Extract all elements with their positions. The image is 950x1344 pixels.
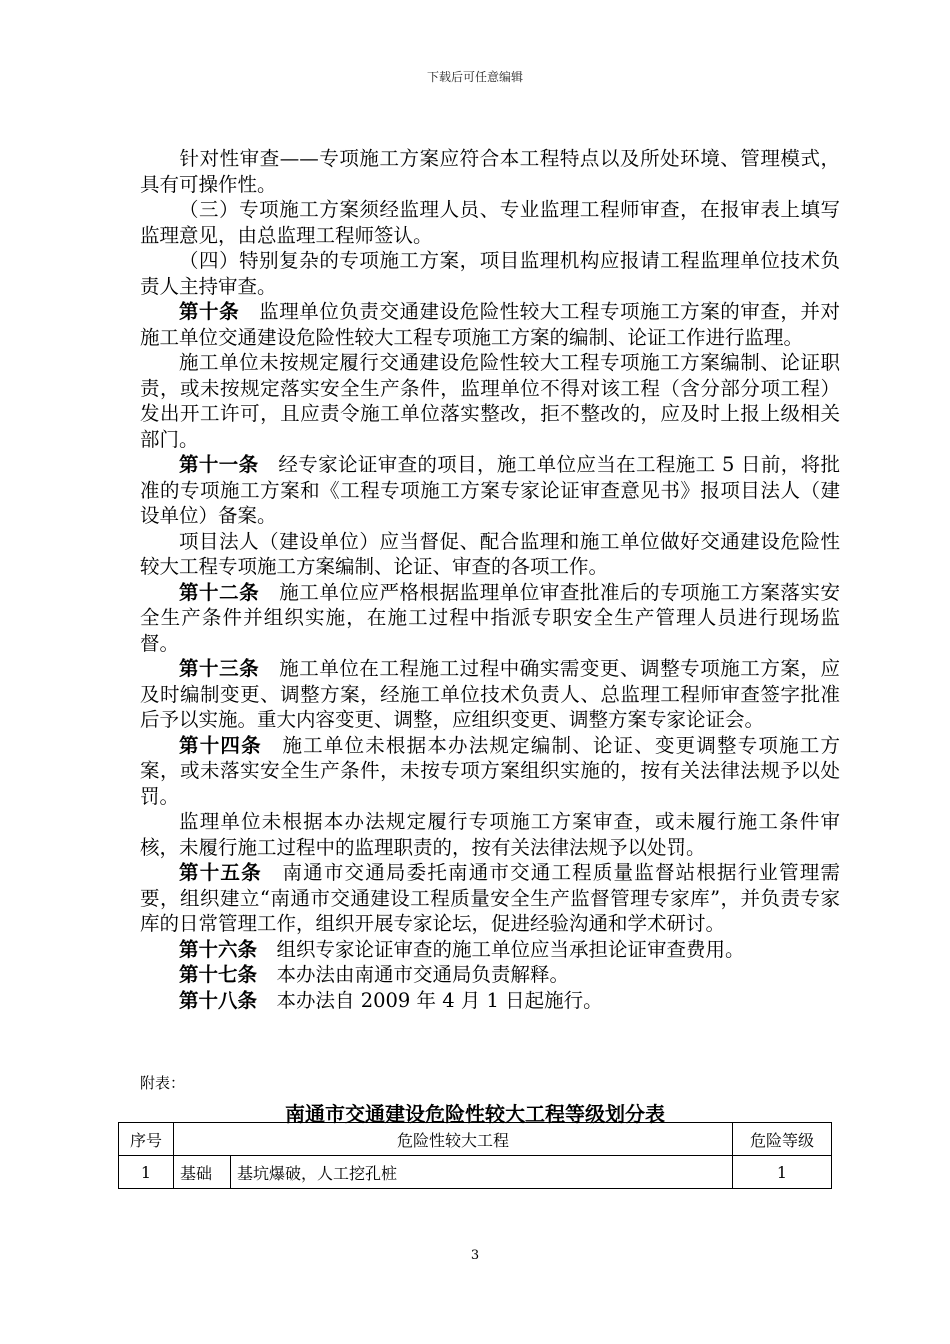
- article-paragraph: [140, 988, 840, 1014]
- paragraph-text: 南通市交通局委托南通市交通工程质量监督站根据行业管理需要，组织建立“南通市交通建设工程质量安全生产监督管理专家库”，并负责专家库的日常管理工作，组织开展专家论坛，促进经验沟通和学术研讨。: [140, 861, 840, 935]
- paragraph-text: 施工单位应严格根据监理单位审查批准后的专项施工方案落实安全生产条件并组织实施，在施工过程中指派专职安全生产管理人员进行现场监督。: [140, 580, 840, 655]
- article-number: 第十七条: [179, 963, 258, 986]
- paragraph: [140, 248, 840, 299]
- header-no: 序号: [119, 1123, 174, 1156]
- attachment-label: 附表：: [140, 1074, 186, 1092]
- article-number: 第十八条: [179, 988, 258, 1012]
- header-project: 危险性较大工程: [174, 1123, 733, 1156]
- article-paragraph: [140, 452, 840, 529]
- cell-category: 基础: [174, 1156, 231, 1189]
- article-number: 第十条: [179, 300, 240, 323]
- paragraph-text: 施工单位在工程施工过程中确实需变更、调整专项施工方案，应及时编制变更、调整方案，经施工单位技术负责人、总监理工程师审查签字批准后予以实施。重大内容变更、调整，应组织变更、调整方案专家论证会。: [140, 657, 840, 731]
- paragraph: [140, 197, 840, 248]
- paragraph-text: 组织专家论证审查的施工单位应当承担论证审查费用。: [276, 937, 745, 961]
- article-number: 第十五条: [179, 861, 262, 884]
- paragraph-text: 本办法由南通市交通局负责解释。: [276, 963, 570, 986]
- article-paragraph: [140, 580, 840, 657]
- article-number: 第十四条: [179, 733, 262, 757]
- paragraph: [140, 146, 840, 197]
- article-paragraph: [140, 299, 840, 350]
- table-row: [119, 1156, 832, 1189]
- cell-no: 1: [119, 1156, 174, 1189]
- article-paragraph: [140, 937, 840, 963]
- article-number: 第十六条: [179, 937, 258, 961]
- header-note: 下载后可任意编辑: [426, 70, 523, 84]
- article-number: 第十一条: [179, 453, 259, 476]
- paragraph-text: （三）专项施工方案须经监理人员、专业监理工程师审查，在报审表上填写监理意见，由总监理工程师签认。: [140, 198, 840, 247]
- paragraph: [140, 529, 840, 580]
- cell-level: 1: [733, 1156, 832, 1189]
- document-body: [140, 146, 840, 1013]
- paragraph-text: （四）特别复杂的专项施工方案，项目监理机构应报请工程监理单位技术负责人主持审查。: [140, 249, 840, 298]
- paragraph-text: 本办法自 2009 年 4 月 1 日起施行。: [276, 988, 603, 1012]
- paragraph-text: 监理单位负责交通建设危险性较大工程专项施工方案的审查，并对施工单位交通建设危险性较大工程专项施工方案的编制、论证工作进行监理。: [140, 300, 840, 349]
- page-number: 3: [470, 1248, 480, 1263]
- paragraph-text: 项目法人（建设单位）应当督促、配合监理和施工单位做好交通建设危险性较大工程专项施工方案编制、论证、审查的各项工作。: [140, 529, 840, 578]
- paragraph-text: 经专家论证审查的项目，施工单位应当在工程施工 5 日前，将批准的专项施工方案和《工程专项施工方案专家论证审查意见书》报项目法人（建设单位）备案。: [140, 453, 840, 527]
- paragraph-text: 监理单位未根据本办法规定履行专项施工方案审查，或未履行施工条件审核，未履行施工过程中的监理职责的，按有关法律法规予以处罚。: [140, 810, 840, 859]
- paragraph-text: 施工单位未根据本办法规定编制、论证、变更调整专项施工方案，或未落实安全生产条件，未按专项方案组织实施的，按有关法律法规予以处罚。: [140, 733, 840, 808]
- article-paragraph: [140, 733, 840, 810]
- article-paragraph: [140, 860, 840, 937]
- paragraph: [140, 350, 840, 452]
- table-header-row: [119, 1123, 832, 1156]
- grading-table: [118, 1122, 832, 1189]
- article-number: 第十三条: [179, 657, 260, 680]
- table-title: 南通市交通建设危险性较大工程等级划分表: [285, 1104, 665, 1126]
- article-paragraph: [140, 656, 840, 733]
- cell-project: 基坑爆破，人工挖孔桩: [231, 1156, 733, 1189]
- header-level: 危险等级: [733, 1123, 832, 1156]
- article-number: 第十二条: [179, 580, 260, 604]
- paragraph-text: 针对性审查——专项施工方案应符合本工程特点以及所处环境、管理模式，具有可操作性。: [140, 147, 840, 196]
- paragraph: [140, 809, 840, 860]
- article-paragraph: [140, 962, 840, 988]
- paragraph-text: 施工单位未按规定履行交通建设危险性较大工程专项施工方案编制、论证职责，或未按规定落实安全生产条件，监理单位不得对该工程（含分部分项工程）发出开工许可，且应责令施工单位落实整改，拒不整改的，应及时上报上级相关部门。: [140, 351, 840, 451]
